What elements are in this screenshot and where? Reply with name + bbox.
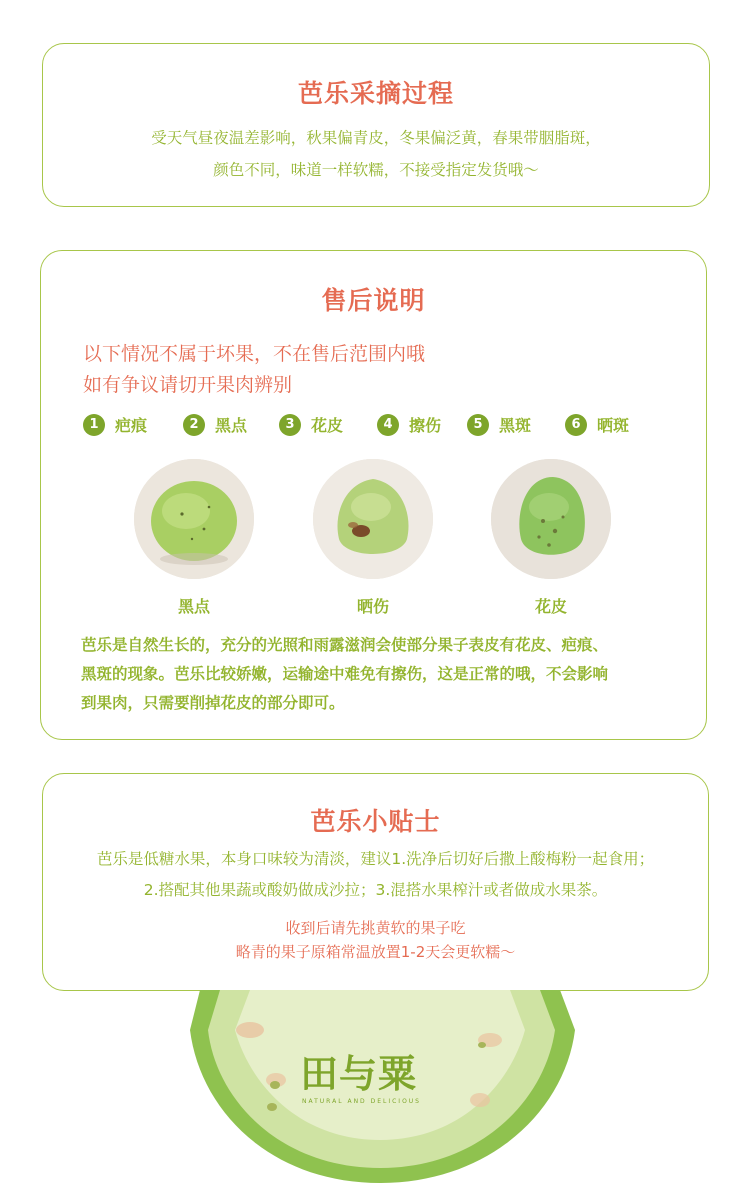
- exclusion-line-1: 以下情况不属于坏果，不在售后范围内哦: [83, 343, 426, 365]
- blemish-type-4: [377, 413, 441, 436]
- photo-caption-black-spots: 黑点: [177, 597, 210, 616]
- after-sales-card: [40, 250, 707, 740]
- blemish-type-label: 晒斑: [597, 416, 630, 435]
- guava-photo-mottled-skin: [491, 459, 611, 579]
- tips-title: 芭乐小贴士: [310, 807, 441, 836]
- guava-photo-black-spots: [134, 459, 254, 579]
- note-line-2: 略青的果子原箱常温放置1-2天会更软糯～: [235, 943, 516, 961]
- blemish-type-label: 黑点: [215, 416, 248, 435]
- blemish-type-label: 花皮: [311, 416, 344, 435]
- tip-line-1: 芭乐是低糖水果，本身口味较为清淡，建议1.洗净后切好后撒上酸梅粉一起食用；: [96, 850, 655, 868]
- tips-card: [42, 773, 709, 991]
- number-badge: 5: [467, 414, 489, 436]
- blemish-type-6: [565, 413, 629, 436]
- picking-process-card: [42, 43, 710, 207]
- paragraph-line: 到果肉，只需要削掉花皮的部分即可。: [81, 694, 345, 712]
- blemish-type-label: 疤痕: [115, 416, 148, 435]
- after-sales-title: 售后说明: [321, 286, 426, 315]
- blemish-type-2: [183, 413, 247, 436]
- number-badge: 3: [279, 414, 301, 436]
- paragraph-line: 黑斑的现象。芭乐比较娇嫩，运输途中难免有擦伤，这是正常的哦，不会影响: [81, 665, 609, 683]
- picking-text-line-1: 受天气昼夜温差影响，秋果偏青皮，冬果偏泛黄，春果带胭脂斑，: [151, 129, 601, 147]
- brand-logo: 田与粟: [300, 1052, 418, 1096]
- after-sales-paragraph: [81, 631, 686, 718]
- paragraph-line: 芭乐是自然生长的，充分的光照和雨露滋润会使部分果子表皮有花皮、疤痕、: [81, 636, 609, 654]
- brand-tagline: NATURAL AND DELICIOUS: [302, 1098, 421, 1105]
- blemish-type-1: [83, 413, 147, 436]
- number-badge: 2: [183, 414, 205, 436]
- picking-text-line-2: 颜色不同，味道一样软糯，不接受指定发货哦～: [213, 161, 539, 179]
- blemish-type-5: [467, 413, 531, 436]
- tip-line-2: 2.搭配其他果蔬或酸奶做成沙拉；3.混搭水果榨汁或者做成水果茶。: [143, 881, 608, 899]
- number-badge: 1: [83, 414, 105, 436]
- guava-photo-sunburn: [313, 459, 433, 579]
- exclusion-line-2: 如有争议请切开果肉辨别: [83, 374, 293, 396]
- number-badge: 6: [565, 414, 587, 436]
- photo-caption-mottled-skin: 花皮: [534, 597, 567, 616]
- note-line-1: 收到后请先挑黄软的果子吃: [285, 919, 466, 937]
- picking-process-title: 芭乐采摘过程: [297, 79, 454, 108]
- blemish-type-3: [279, 413, 343, 436]
- blemish-type-list: [83, 413, 686, 437]
- blemish-type-label: 黑斑: [499, 416, 532, 435]
- photo-caption-sunburn: 晒伤: [356, 597, 389, 616]
- blemish-type-label: 擦伤: [409, 416, 442, 435]
- number-badge: 4: [377, 414, 399, 436]
